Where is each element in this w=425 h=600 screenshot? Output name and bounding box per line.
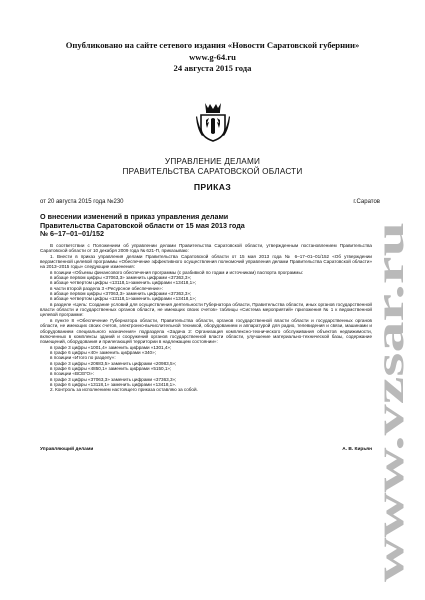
- paragraph: в абзаце первом цифры «37063,3» заменить цифрами «37363,3»;: [50, 275, 192, 281]
- paragraph: в позиции «ВСЕГО»:: [50, 371, 94, 377]
- organization-name: [0, 157, 425, 177]
- signatory-name: А. В. Кирьян: [342, 447, 372, 452]
- signatory-position: Управляющий делами: [40, 447, 94, 452]
- banner-line-1: Опубликовано на сайте сетевого издания «Новости Саратовской губернии»: [65, 40, 360, 50]
- paragraph: в графе 3 цифры «20683,5» заменить цифрами «20983,5»;: [50, 360, 177, 366]
- document-body: [40, 243, 372, 393]
- watermark-text: www.vzsar.ru: [367, 350, 412, 582]
- paragraph: в абзаце первом цифры «37063,3» заменить цифрами «37363,3»;: [50, 291, 192, 297]
- paragraph: 2. Контроль за исполнением настоящего приказа оставляю за собой.: [50, 387, 198, 393]
- coat-of-arms-icon: [196, 100, 230, 142]
- banner-line-3: 24 августа 2015 года: [173, 63, 252, 73]
- organization-line-2: ПРАВИТЕЛЬСТВА САРАТОВСКОЙ ОБЛАСТИ: [122, 167, 303, 176]
- paragraph: в абзаце четвертом цифры «13118,1»заменить цифрами «13418,1»;: [50, 296, 197, 302]
- title-line-2: Правительства Саратовской области от 15 мая 2013 года: [40, 220, 245, 230]
- title-line-3: № 6–17–01–01/152: [40, 229, 104, 239]
- paragraph: в абзаце четвертом цифры «13118,1»заменить цифрами «13418,1»;: [50, 280, 197, 286]
- signature-block: [40, 447, 372, 454]
- title-line-1: О внесении изменений в приказ управления делами: [40, 212, 229, 221]
- paragraph: в позиции «Объемы финансового обеспечения программы (с разбивкой по годам и источникам) паспорта программы:: [50, 269, 304, 275]
- publication-banner: [0, 40, 425, 75]
- document-type: ПРИКАЗ: [193, 182, 232, 192]
- document-meta: [40, 199, 380, 208]
- paragraph: в графе 6 цифры «40» заменить цифрами «340»;: [50, 349, 156, 355]
- paragraph: в графе 3 цифры «37063,3» заменить цифрами «37363,3»;: [50, 376, 177, 382]
- document-city: г.Саратов: [353, 199, 380, 205]
- paragraph: в позиции «Итого по разделу»:: [50, 355, 116, 361]
- paragraph: 1. Внести в приказ управления делами Правительства Саратовской области от 15 мая 2013 года № 6–17–01–01/152 «Об утверждении ведомственной целевой программы «Обеспечение эффективного осуществления полномочий управления делами Правительства Саратовской области» на 2013–2015 годы» следующие изменения:: [40, 253, 372, 270]
- site-watermark: [367, 210, 415, 590]
- document-title: [40, 213, 360, 239]
- document-date-number: от 20 августа 2015 года №230: [40, 199, 124, 205]
- paragraph: в графе 3 цифры «1001,4» заменить цифрами «1301,4»;: [50, 344, 172, 350]
- paragraph: в части второй раздела 3 «Ресурсное обеспечение»:: [50, 285, 163, 291]
- banner-line-2: www.g-64.ru: [189, 51, 236, 62]
- paragraph: в пункте 8 «Обеспечение Губернатора области, Правительства области, органов государственной власти области и государственных органов области, не имеющих своих счетов, электронно-вычислительной техникой, оборудованием и аппаратурой для радио, телевидения и связи, машинами и оборудованием специального назначения» подраздела «Задача 2: Организация комплексно-технического обслуживания объектов недвижимости, включенных в комплексы зданий и сооружений органов государственной власти области, улучшение материально-технической базы, содержание помещений, оборудования и прилегающей территории в надлежащем состоянии»:: [40, 317, 372, 345]
- organization-line-1: УПРАВЛЕНИЕ ДЕЛАМИ: [164, 157, 261, 166]
- paragraph: в графе 6 цифры «4850,1» заменить цифрами «5150,1»;: [50, 365, 172, 371]
- paragraph: В соответствии с Положением об управлении делами Правительства Саратовской области, утвержденным постановлением Правительства Саратовской области от 10 декабря 2009 года № 621-П, приказываю:: [40, 243, 372, 254]
- paragraph: в графе 6 цифры «13118,1» заменить цифрами «13418,1».: [50, 381, 177, 387]
- paragraph: в разделе «Цель: Создание условий для осуществления деятельности Губернатора области, Правительства области, иных органов государственной власти области и государственных органов области, не имеющих своих счетов» таблицы «Система мероприятий» приложения № 1 к ведомственной целевой программе:: [40, 301, 372, 318]
